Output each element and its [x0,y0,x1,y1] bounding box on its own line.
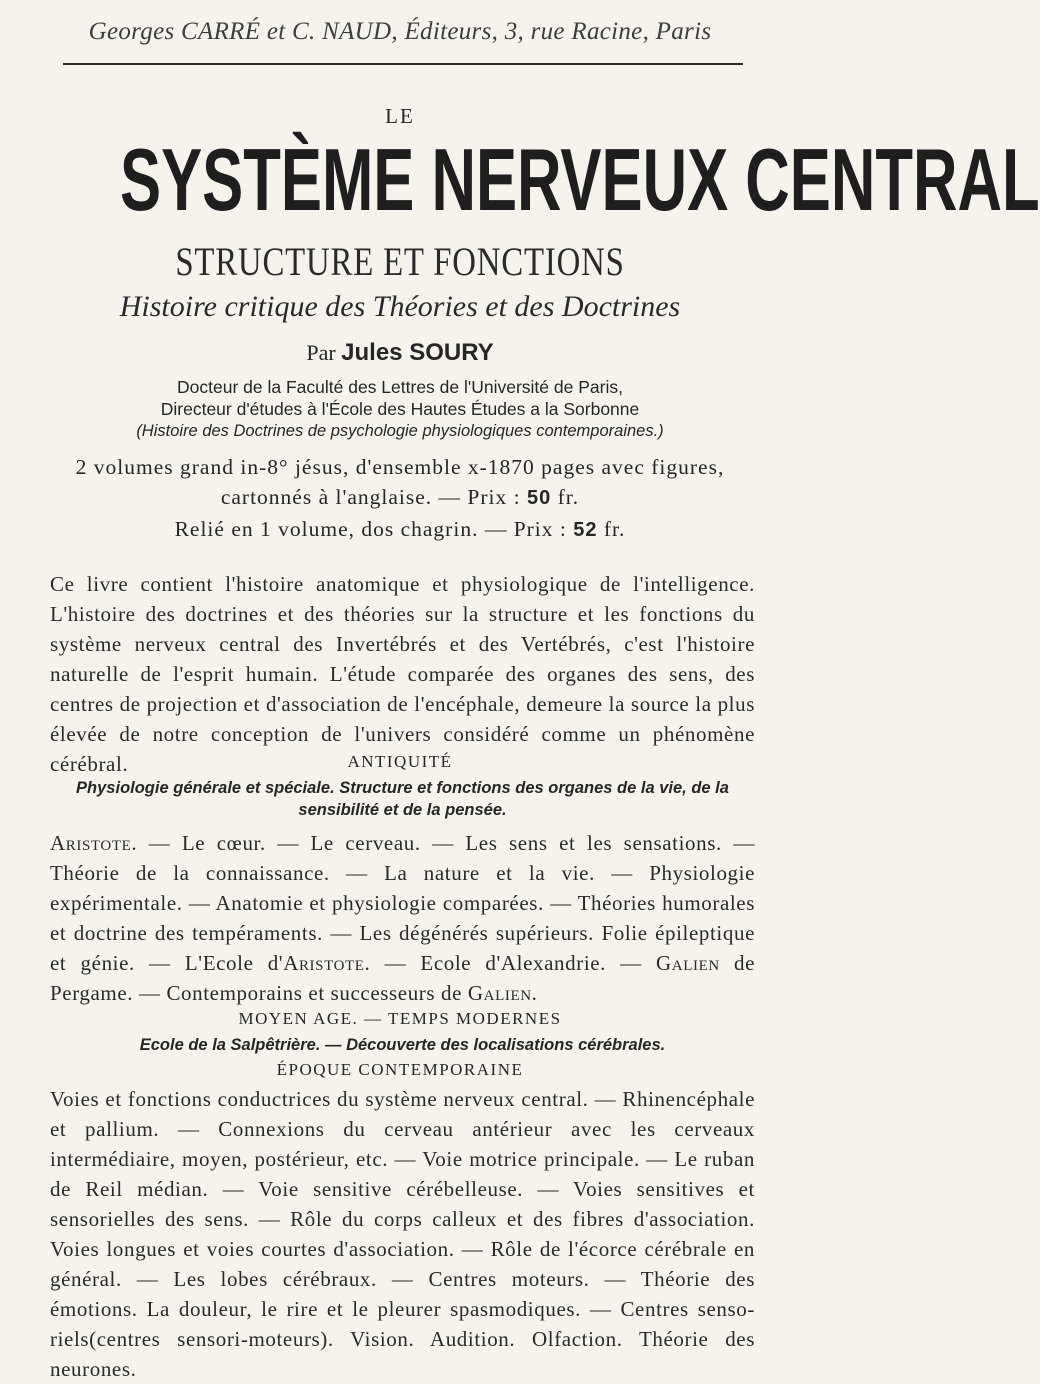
author-credential: (Histoire des Doctrines de psychologie physiologiques contemporaines.) [136,422,664,440]
section-subheading-middle-ages: Ecole de la Salpêtrière. — Découverte des localisations cérébrales. [139,1036,666,1054]
author-credential: Directeur d'études à l'École des Hautes Études a la Sorbonne [160,399,640,419]
author-prefix: Par [306,340,336,365]
name-galien: Galien [656,951,720,975]
antiquity-text: . — Le cœur. — Le cerveau. — Les sens et les sensations. — Théorie de la connaissance. — La nature et la vie. — Physiologie expérimentale. — Anatomie et physiologie comparées. — Théories humorales et doctrine des tempéraments. — Les dégénérés supérieurs. Folie épileptique et génie. — L'Ecole d' [50,831,755,975]
offer-line [0,514,800,545]
header-rule [63,63,743,65]
tagline: Histoire critique des Théories et des Doctrines [119,290,681,323]
offer-currency: fr. [603,517,626,541]
name-aristote: Aristote [283,951,365,975]
section-heading-contemporary: ÉPOQUE CONTEMPORAINE [276,1060,524,1079]
section-subheading-antiquity: Physiologie générale et spéciale. Structure et fonctions des organes de la vie, de la sensibilité et de la pensée. [76,779,729,819]
offer-price: 50 [527,487,552,509]
main-title: SYSTÈME NERVEUX CENTRAL [120,130,1040,229]
name-aristote: Aristote [50,831,132,855]
offer-price: 52 [573,519,598,541]
antiquity-text: . — Ecole d'Alexandrie. — [364,951,657,975]
title-article: LE [385,104,415,128]
intro-paragraph: Ce livre contient l'histoire anatomique et physiologique de l'intelligence. L'histoire des doctrines et des théories sur la structure et les fonctions du système nerveux central des Invertébrés et des Vertébrés, c'est l'histoire naturelle de l'esprit humain. L'étude comparée des organes des sens, des centres de projection et d'association de l'encéphale, demeure la source la plus élevée de notre conception de l'univers considéré comme un phénomène cérébral. [50,572,755,776]
offer-currency: fr. [557,485,580,509]
name-galien: Galien [467,981,532,1005]
offer-line [0,482,800,513]
publisher-header: Georges CARRÉ et C. NAUD, Éditeurs, 3, rue Racine, Paris [88,18,712,45]
antiquity-text: . [531,981,538,1005]
section-heading-antiquity: ANTIQUITÉ [347,752,453,771]
author-name: Jules SOURY [341,339,494,366]
antiquity-paragraph [50,828,755,1008]
contemporary-paragraph: Voies et fonctions conductrices du système nerveux central. — Rhinencéphale et pallium. — Connexions du cerveau antérieur avec les cerveaux intermédiaire, moyen, postérieur, etc. — Voie motrice principale. — Le ruban de Reil médian. — Voie sensitive cérébelleuse. — Voies sensitives et sensorielles des sens. — Rôle du corps calleux et des fibres d'association. Voies longues et voies courtes d'association. — Rôle de l'écorce cérébrale en général. — Les lobes cérébraux. — Centres moteurs. — Théorie des émotions. La douleur, le rire et le pleurer spasmodiques. — Centres senso-riels(centres sensori-moteurs). Vision. Audition. Olfaction. Théorie des neurones. [50,1087,755,1381]
author-line [0,339,800,367]
offer-text: Relié en 1 volume, dos chagrin. — Prix : [174,517,567,541]
offer-text: cartonnés à l'anglaise. — Prix : [220,485,521,509]
author-credential: Docteur de la Faculté des Lettres de l'Université de Paris, [177,377,623,397]
sub-title: STRUCTURE ET FONCTIONS [175,239,625,284]
antiquity-text: de Pergame. — Contemporains et successeurs de [50,951,756,1005]
offer-line: 2 volumes grand in-8° jésus, d'ensemble x-1870 pages avec figures, [75,455,725,479]
section-heading-middle-ages: MOYEN AGE. — TEMPS MODERNES [238,1009,562,1028]
